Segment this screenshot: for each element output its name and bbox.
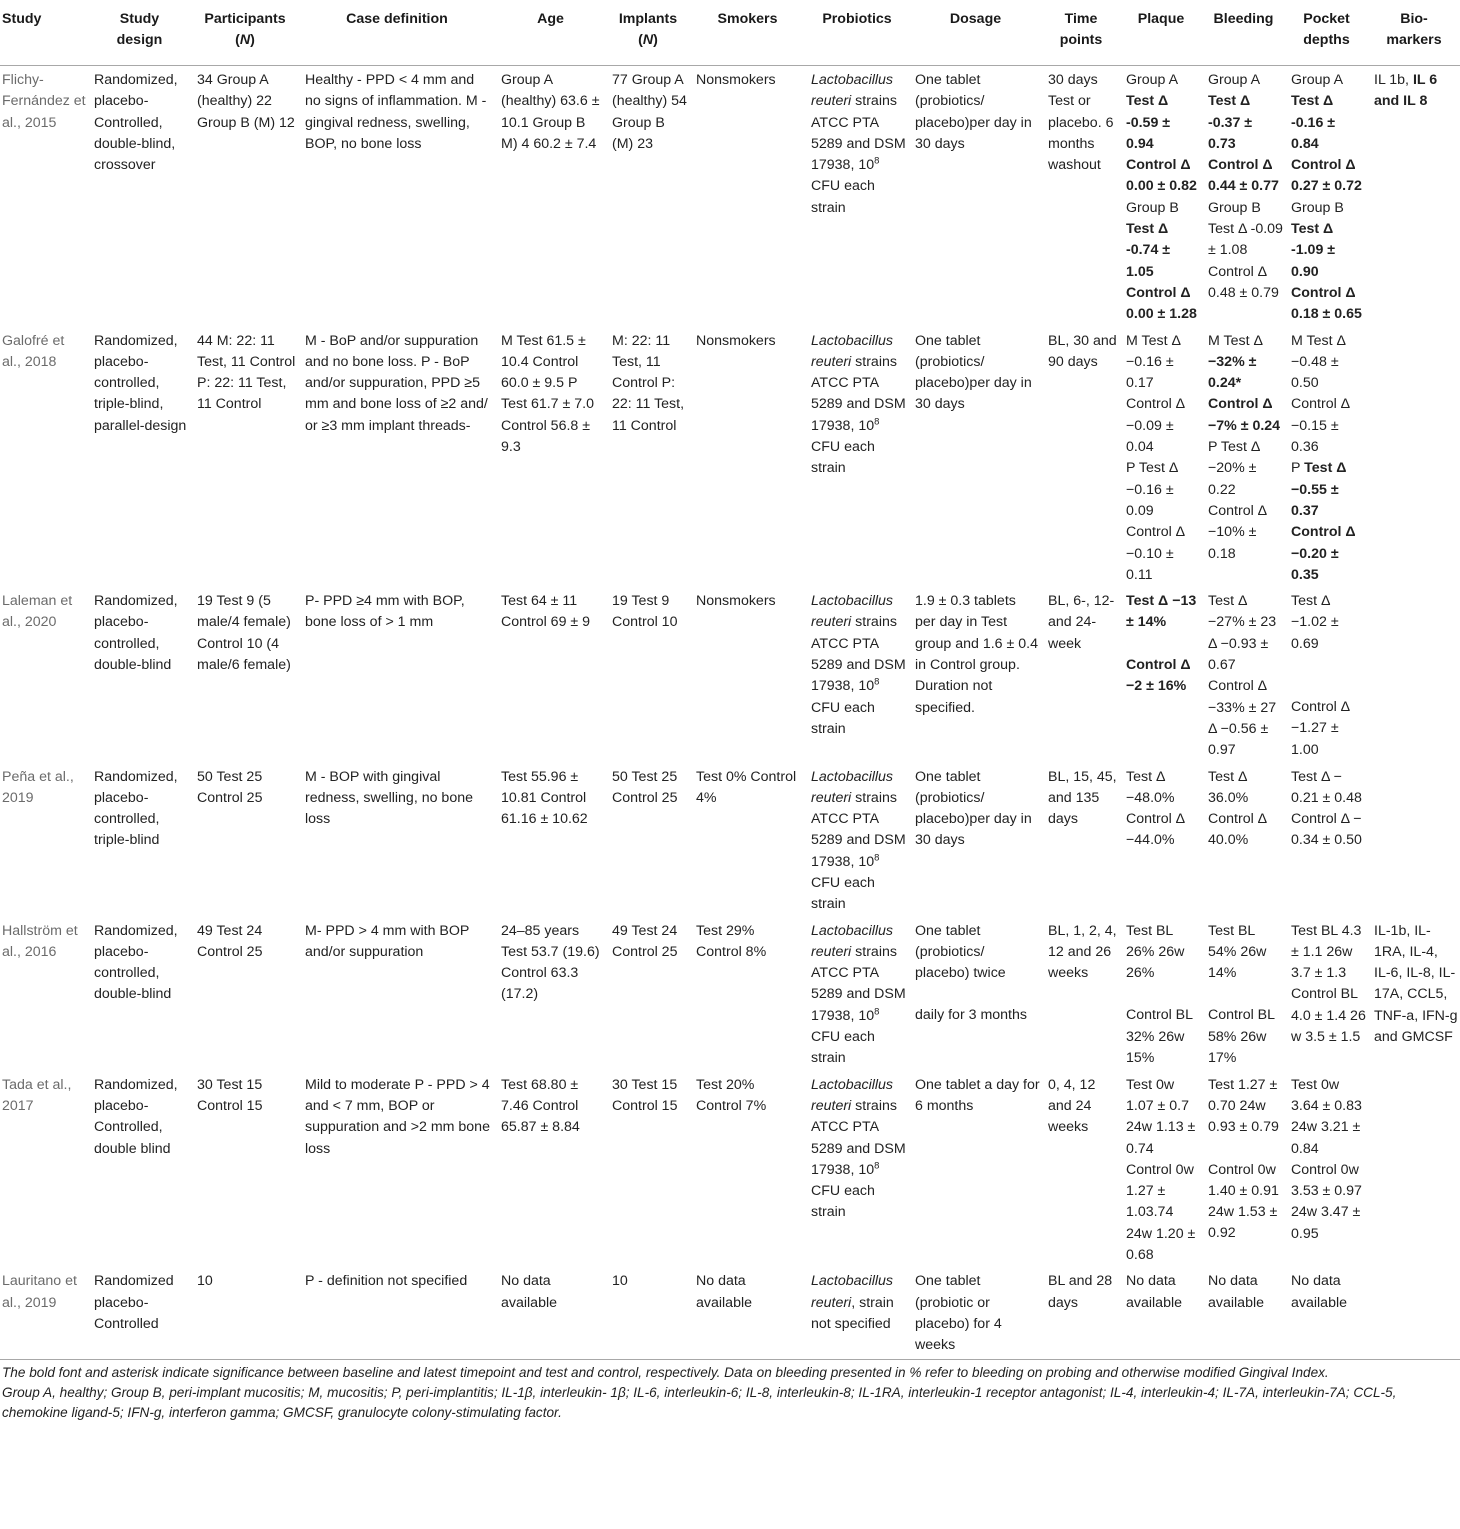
cell-bleeding: Test Δ −27% ± 23 Δ −0.93 ± 0.67 Control Δ −33% ± 27 Δ −0.56 ± 0.97 <box>1208 593 1277 759</box>
cell-age: Test 55.96 ± 10.81 Control 61.16 ± 10.62 <box>501 768 588 828</box>
header-bleeding: Bleeding <box>1213 11 1274 27</box>
cell-pocket-depths: Group A Test Δ -0.16 ± 0.84 Control Δ 0.27 ± 0.72 Group B Test Δ -1.09 ± 0.90 Control Δ 0.18 ± 0.65 <box>1291 72 1362 323</box>
cell-case-definition: Mild to moderate P - PPD > 4 and < 7 mm, BOP or suppuration and >2 mm bone loss <box>305 1076 490 1157</box>
table-row <box>0 918 1460 1072</box>
cell-time-points: BL, 30 and 90 days <box>1048 332 1117 370</box>
header-case-definition: Case definition <box>346 11 448 27</box>
cell-design: Randomized, placebo-controlled, double-blind <box>94 922 178 1003</box>
table-row <box>0 588 1460 763</box>
cell-bleeding: No data available <box>1208 1273 1265 1311</box>
cell-participants: 30 Test 15 Control 15 <box>197 1076 263 1114</box>
cell-pocket-depths: Test Δ −1.02 ± 0.69 Control Δ −1.27 ± 1.00 <box>1291 593 1350 758</box>
cell-case-definition: M - BOP with gingival redness, swelling, no bone loss <box>305 768 473 828</box>
cell-bleeding: Group A Test Δ -0.37 ± 0.73 Control Δ 0.44 ± 0.77 Group B Test Δ -0.09 ± 1.08 Control Δ 0.48 ± 0.79 <box>1208 72 1283 301</box>
cell-dosage: 1.9 ± 0.3 tablets per day in Test group and 1.6 ± 0.4 in Control group. Duration not specified. <box>915 593 1038 716</box>
cell-age: Test 68.80 ± 7.46 Control 65.87 ± 8.84 <box>501 1076 580 1136</box>
cell-implants: 10 <box>612 1273 628 1290</box>
cell-biomarkers <box>1368 1268 1460 1359</box>
header-probiotics: Probiotics <box>822 11 892 27</box>
cell-age: No data available <box>501 1273 558 1311</box>
header-plaque: Plaque <box>1137 11 1185 27</box>
cell-smokers: Test 20% Control 7% <box>696 1076 767 1114</box>
footnote-abbreviations: Group A, healthy; Group B, peri-implant mucositis; M, mucositis; P, peri-implantitis; IL-1β, interleukin- 1β; IL-6, interleukin-6; IL-8, interleukin-8; IL-1RA, interleukin-1 receptor antagonist; IL-4, interleukin-4; IL-7A, interleukin-7A; CCL-5, chemokine ligand-5; IFN-g, interferon gamma; GMCSF, granulocyte colony-stimulating factor. <box>2 1384 1397 1420</box>
cell-study: Peña et al., 2019 <box>2 768 74 806</box>
cell-bleeding: Test BL 54% 26w 14% Control BL 58% 26w 17% <box>1208 922 1275 1067</box>
table-footnotes <box>0 1360 1456 1423</box>
cell-time-points: BL, 15, 45, and 135 days <box>1048 768 1117 828</box>
cell-case-definition: P - definition not specified <box>305 1273 468 1290</box>
cell-biomarkers: IL 1b, IL 6 and IL 8 <box>1374 72 1438 110</box>
cell-plaque: Test BL 26% 26w 26% Control BL 32% 26w 15% <box>1126 922 1193 1067</box>
cell-dosage: One tablet (probiotic or placebo) for 4 weeks <box>915 1273 1002 1354</box>
cell-dosage: One tablet (probiotics/ placebo) twice daily for 3 months <box>915 922 1027 1024</box>
cell-plaque: Test 0w 1.07 ± 0.7 24w 1.13 ± 0.74 Control 0w 1.27 ± 1.03.74 24w 1.20 ± 0.68 <box>1126 1076 1196 1264</box>
cell-implants: 77 Group A (healthy) 54 Group B (M) 23 <box>612 72 687 152</box>
cell-bleeding: Test 1.27 ± 0.70 24w 0.93 ± 0.79 Control 0w 1.40 ± 0.91 24w 1.53 ± 0.92 <box>1208 1076 1279 1242</box>
cell-pocket-depths: Test BL 4.3 ± 1.1 26w 3.7 ± 1.3 Control BL 4.0 ± 1.4 26 w 3.5 ± 1.5 <box>1291 922 1366 1046</box>
cell-dosage: One tablet (probiotics/ placebo)per day in 30 days <box>915 768 1032 849</box>
cell-age: 24–85 years Test 53.7 (19.6) Control 63.3 (17.2) <box>501 922 600 1003</box>
header-dosage: Dosage <box>949 11 1002 27</box>
cell-participants: 19 Test 9 (5 male/4 female) Control 10 (4 male/6 female) <box>197 593 291 674</box>
cell-design: Randomized, placebo-controlled, triple-blind <box>94 768 178 849</box>
cell-probiotics: Lactobacillus reuteri strains ATCC PTA 5289 and DSM 17938, $10^8$ CFU each strain <box>811 768 906 913</box>
cell-biomarkers: IL-1b, IL-1RA, IL-4, IL-6, IL-8, IL-17A, CCL5, TNF-a, IFN-g and GMCSF <box>1374 922 1458 1046</box>
cell-design: Randomized, placebo-Controlled, double blind <box>94 1076 178 1157</box>
cell-probiotics: Lactobacillus reuteri strains ATCC PTA 5289 and DSM 17938, $10^8$ CFU each strain <box>811 1076 906 1221</box>
table-row <box>0 1072 1460 1269</box>
cell-plaque: M Test Δ −0.16 ± 0.17 Control Δ −0.09 ± 0.04 P Test Δ −0.16 ± 0.09 Control Δ −0.10 ± 0.11 <box>1126 332 1185 583</box>
cell-design: Randomized placebo-Controlled <box>94 1273 174 1332</box>
cell-design: Randomized, placebo-Controlled, double-blind, crossover <box>94 72 178 174</box>
header-smokers: Smokers <box>717 11 778 27</box>
header-pocket-depths: Pocket depths <box>1303 11 1350 48</box>
header-implants: Implants (N) <box>618 11 678 48</box>
cell-participants: 10 <box>197 1273 213 1290</box>
cell-age: Test 64 ± 11 Control 69 ± 9 <box>501 593 591 631</box>
cell-smokers: Test 0% Control 4% <box>696 768 797 806</box>
cell-age: Group A (healthy) 63.6 ± 10.1 Group B M) 4 60.2 ± 7.4 <box>501 72 600 152</box>
cell-implants: M: 22: 11 Test, 11 Control P: 22: 11 Test, 11 Control <box>612 332 685 434</box>
cell-case-definition: M- PPD > 4 mm with BOP and/or suppuration <box>305 922 470 960</box>
cell-study: Tada et al., 2017 <box>2 1076 72 1114</box>
cell-study: Galofré et al., 2018 <box>2 332 65 370</box>
cell-smokers: Test 29% Control 8% <box>696 922 767 960</box>
header-study-design: Study design <box>116 11 163 48</box>
cell-implants: 50 Test 25 Control 25 <box>612 768 678 806</box>
cell-dosage: One tablet (probiotics/ placebo)per day in 30 days <box>915 332 1032 413</box>
table-row <box>0 328 1460 589</box>
cell-time-points: 30 days Test or placebo. 6 months washout <box>1048 72 1114 174</box>
cell-pocket-depths: No data available <box>1291 1273 1348 1311</box>
table-row <box>0 764 1460 918</box>
cell-plaque: Group A Test Δ -0.59 ± 0.94 Control Δ 0.00 ± 0.82 Group B Test Δ -0.74 ± 1.05 Control Δ 0.00 ± 1.28 <box>1126 72 1197 323</box>
cell-dosage: One tablet (probiotics/ placebo)per day in 30 days <box>915 72 1032 152</box>
cell-time-points: BL, 6-, 12- and 24-week <box>1048 593 1115 652</box>
cell-implants: 19 Test 9 Control 10 <box>612 593 678 631</box>
header-row <box>0 0 1460 66</box>
cell-participants: 49 Test 24 Control 25 <box>197 922 263 960</box>
cell-plaque: No data available <box>1126 1273 1183 1311</box>
footnote-significance: The bold font and asterisk indicate significance between baseline and latest timepoint and test and control, respectively. Data on bleeding presented in % refer to bleeding on probing and otherwise modified Gingival Index. <box>2 1364 1329 1380</box>
cell-probiotics: Lactobacillus reuteri, strain not specified <box>811 1273 894 1332</box>
cell-study: Laleman et al., 2020 <box>2 593 73 631</box>
cell-time-points: BL, 1, 2, 4, 12 and 26 weeks <box>1048 922 1117 982</box>
cell-probiotics: Lactobacillus reuteri strains ATCC PTA 5289 and DSM 17938, $10^8$ CFU each strain <box>811 72 906 216</box>
table-row <box>0 1268 1460 1359</box>
cell-probiotics: Lactobacillus reuteri strains ATCC PTA 5289 and DSM 17938, $10^8$ CFU each strain <box>811 593 906 737</box>
cell-study: Lauritano et al., 2019 <box>2 1273 77 1311</box>
cell-bleeding: Test Δ 36.0% Control Δ 40.0% <box>1208 768 1267 849</box>
cell-biomarkers <box>1368 588 1460 763</box>
header-age: Age <box>537 11 564 27</box>
cell-implants: 49 Test 24 Control 25 <box>612 922 678 960</box>
cell-design: Randomized, placebo-controlled, triple-blind, parallel-design <box>94 332 187 434</box>
header-study: Study <box>2 11 42 27</box>
cell-case-definition: M - BoP and/or suppuration and no bone loss. P - BoP and/or suppuration, PPD ≥5 mm and bone loss of ≥2 and/ or ≥3 mm implant threads- <box>305 332 488 434</box>
cell-smokers: Nonsmokers <box>696 593 776 610</box>
cell-case-definition: Healthy - PPD < 4 mm and no signs of inflammation. M - gingival redness, swelling, BOP, no bone loss <box>305 72 487 152</box>
header-biomarkers: Bio- markers <box>1386 11 1442 48</box>
cell-pocket-depths: M Test Δ −0.48 ± 0.50 Control Δ −0.15 ± 0.36 P Test Δ −0.55 ± 0.37 Control Δ −0.20 ± 0.35 <box>1291 332 1356 583</box>
cell-probiotics: Lactobacillus reuteri strains ATCC PTA 5289 and DSM 17938, $10^8$ CFU each strain <box>811 332 906 477</box>
cell-plaque: Test Δ −13 ± 14% Control Δ −2 ± 16% <box>1126 593 1197 695</box>
cell-study: Hallström et al., 2016 <box>2 922 78 960</box>
cell-pocket-depths: Test 0w 3.64 ± 0.83 24w 3.21 ± 0.84 Control 0w 3.53 ± 0.97 24w 3.47 ± 0.95 <box>1291 1076 1362 1242</box>
cell-biomarkers <box>1368 328 1460 589</box>
cell-dosage: One tablet a day for 6 months <box>915 1076 1040 1114</box>
header-time-points: Time points <box>1059 11 1103 48</box>
cell-probiotics: Lactobacillus reuteri strains ATCC PTA 5289 and DSM 17938, $10^8$ CFU each strain <box>811 922 906 1067</box>
cell-case-definition: P- PPD ≥4 mm with BOP, bone loss of > 1 mm <box>305 593 465 631</box>
cell-age: M Test 61.5 ± 10.4 Control 60.0 ± 9.5 P Test 61.7 ± 7.0 Control 56.8 ± 9.3 <box>501 332 594 456</box>
cell-biomarkers <box>1368 764 1460 918</box>
cell-participants: 50 Test 25 Control 25 <box>197 768 263 806</box>
cell-implants: 30 Test 15 Control 15 <box>612 1076 678 1114</box>
cell-smokers: No data available <box>696 1273 753 1311</box>
cell-study: Flichy-Fernández et al., 2015 <box>2 72 86 131</box>
cell-pocket-depths: Test Δ − 0.21 ± 0.48 Control Δ − 0.34 ± 0.50 <box>1291 768 1362 849</box>
header-participants: Participants (N) <box>204 11 286 48</box>
cell-smokers: Nonsmokers <box>696 332 776 349</box>
cell-bleeding: M Test Δ −32% ± 0.24* Control Δ −7% ± 0.24 P Test Δ −20% ± 0.22 Control Δ −10% ± 0.18 <box>1208 332 1281 562</box>
cell-participants: 44 M: 22: 11 Test, 11 Control P: 22: 11 Test, 11 Control <box>197 332 296 413</box>
table-body <box>0 66 1460 1360</box>
cell-time-points: 0, 4, 12 and 24 weeks <box>1048 1076 1096 1136</box>
cell-smokers: Nonsmokers <box>696 72 776 88</box>
cell-plaque: Test Δ −48.0% Control Δ −44.0% <box>1126 768 1185 849</box>
cell-participants: 34 Group A (healthy) 22 Group B (M) 12 <box>197 72 295 131</box>
table-header <box>0 0 1460 66</box>
cell-time-points: BL and 28 days <box>1048 1273 1113 1311</box>
cell-biomarkers <box>1368 1072 1460 1269</box>
cell-design: Randomized, placebo-controlled, double-blind <box>94 593 178 674</box>
table-row <box>0 66 1460 328</box>
